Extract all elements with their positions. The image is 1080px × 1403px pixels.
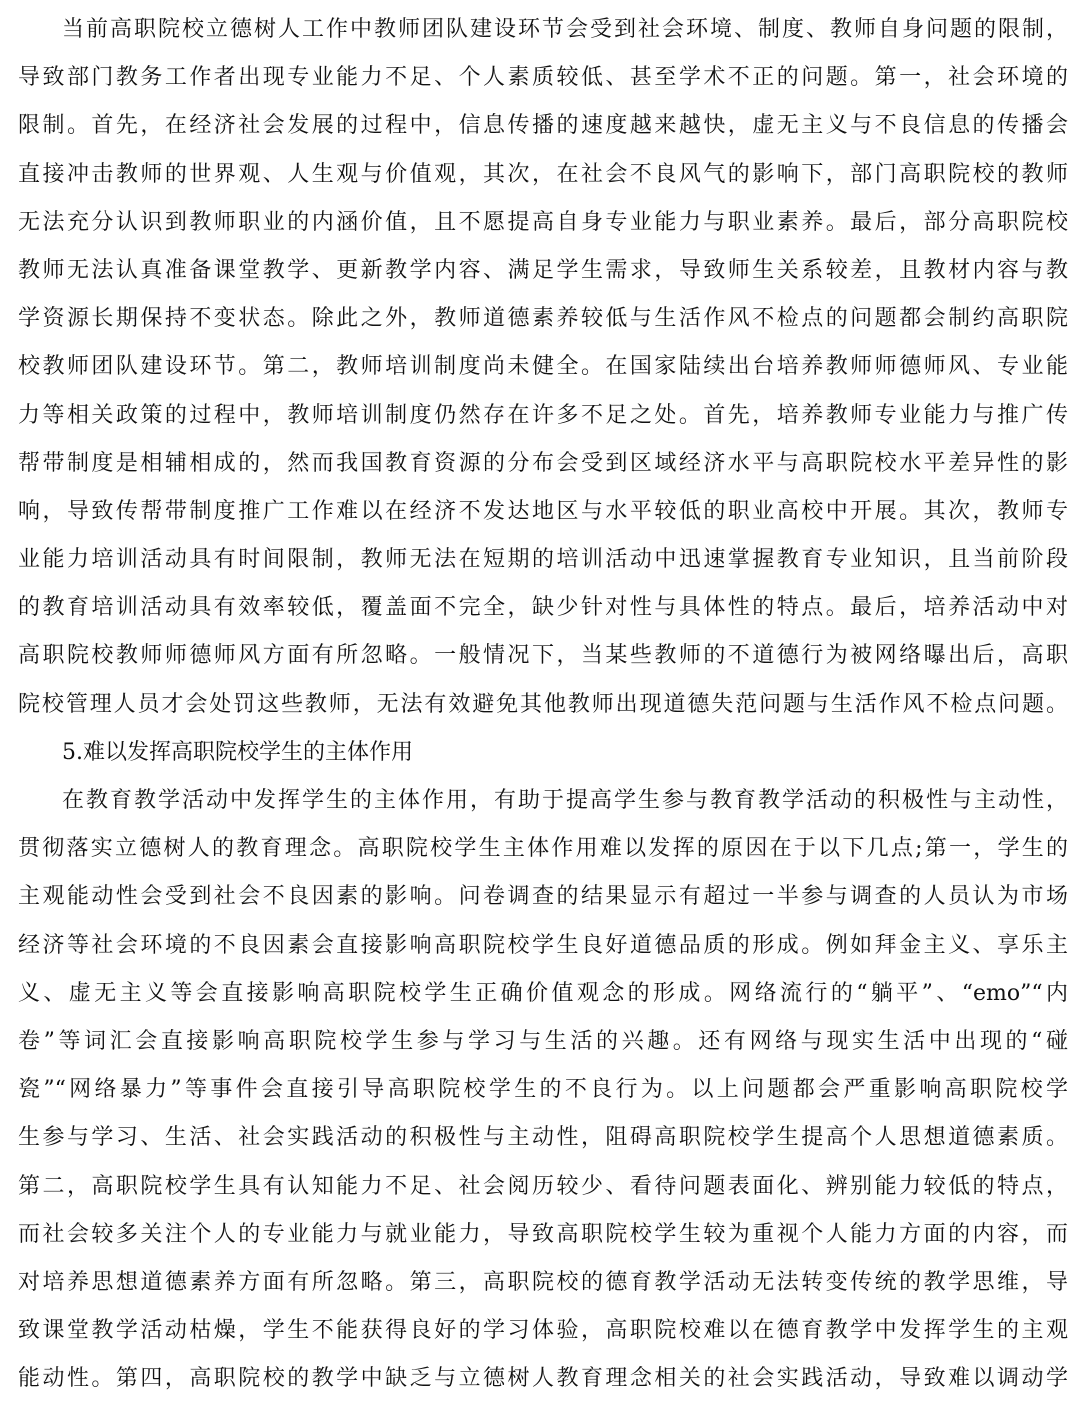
text-line: 义、虚无主义等会直接影响高职院校学生正确价值观念的形成。网络流行的“躺平”、“emo”“内 [18, 980, 1068, 1006]
paragraph-teacher-team [18, 6, 1068, 729]
text-line: 对培养思想道德素养方面有所忽略。第三，高职院校的德育教学活动无法转变传统的教学思维，导 [18, 1269, 1068, 1295]
text-line: 业能力培训活动具有时间限制，教师无法在短期的培训活动中迅速掌握教育专业知识，且当前阶段 [18, 547, 1068, 573]
text-line: 校教师团队建设环节。第二，教师培训制度尚未健全。在国家陆续出台培养教师师德师风、专业能 [18, 354, 1068, 380]
text-line: 在教育教学活动中发挥学生的主体作用，有助于提高学生参与教育教学活动的积极性与主动性， [62, 788, 1068, 813]
text-line: 无法充分认识到教师职业的内涵价值，且不愿提高自身专业能力与职业素养。最后，部分高职院校 [18, 209, 1068, 235]
text-line: 能动性。第四，高职院校的教学中缺乏与立德树人教育理念相关的社会实践活动，导致难以调动学 [18, 1366, 1068, 1392]
text-line: 经济等社会环境的不良因素会直接影响高职院校学生良好道德品质的形成。例如拜金主义、享乐主 [18, 932, 1068, 958]
text-line: 瓷”“网络暴力”等事件会直接引导高职院校学生的不良行为。以上问题都会严重影响高职院校学 [18, 1077, 1068, 1103]
text-line: 直接冲击教师的世界观、人生观与价值观，其次，在社会不良风气的影响下，部门高职院校的教师 [18, 161, 1068, 187]
paragraph-student-role [18, 777, 1068, 1403]
text-line: 生参与学习、生活、社会实践活动的积极性与主动性，阻碍高职院校学生提高个人思想道德素质。 [18, 1125, 1068, 1151]
text-line: 第二，高职院校学生具有认知能力不足、社会阅历较少、看待问题表面化、辨别能力较低的特点， [18, 1173, 1068, 1199]
text-line: 院校管理人员才会处罚这些教师，无法有效避免其他教师出现道德失范问题与生活作风不检点问题。 [18, 691, 1068, 717]
text-line: 导致部门教务工作者出现专业能力不足、个人素质较低、甚至学术不正的问题。第一，社会环境的 [18, 65, 1068, 91]
text-line: 帮带制度是相辅相成的，然而我国教育资源的分布会受到区域经济水平与高职院校水平差异性的影 [18, 450, 1068, 476]
text-line: 的教育培训活动具有效率较低，覆盖面不完全，缺少针对性与具体性的特点。最后，培养活动中对 [18, 595, 1068, 621]
text-line: 致课堂教学活动枯燥，学生不能获得良好的学习体验，高职院校难以在德育教学中发挥学生的主观 [18, 1318, 1068, 1344]
text-line: 响，导致传帮带制度推广工作难以在经济不发达地区与水平较低的职业高校中开展。其次，教师专 [18, 498, 1068, 524]
text-line: 教师无法认真准备课堂教学、更新教学内容、满足学生需求，导致师生关系较差，且教材内容与教 [18, 257, 1068, 283]
text-line: 学资源长期保持不变状态。除此之外，教师道德素养较低与生活作风不检点的问题都会制约高职院 [18, 306, 1068, 332]
text-line: 贯彻落实立德树人的教育理念。高职院校学生主体作用难以发挥的原因在于以下几点;第一，学生的 [18, 836, 1068, 862]
text-line: 限制。首先，在经济社会发展的过程中，信息传播的速度越来越快，虚无主义与不良信息的传播会 [18, 113, 1068, 139]
text-line: 高职院校教师师德师风方面有所忽略。一般情况下，当某些教师的不道德行为被网络曝出后，高职 [18, 643, 1068, 669]
document-page [18, 0, 1068, 1403]
text-line: 力等相关政策的过程中，教师培训制度仍然存在许多不足之处。首先，培养教师专业能力与推广传 [18, 402, 1068, 428]
text-line: 卷”等词汇会直接影响高职院校学生参与学习与生活的兴趣。还有网络与现实生活中出现的“碰 [18, 1028, 1068, 1054]
text-line: 而社会较多关注个人的专业能力与就业能力，导致高职院校学生较为重视个人能力方面的内容，而 [18, 1221, 1068, 1247]
text-line: 当前高职院校立德树人工作中教师团队建设环节会受到社会环境、制度、教师自身问题的限制， [62, 17, 1068, 42]
text-line: 主观能动性会受到社会不良因素的影响。问卷调查的结果显示有超过一半参与调查的人员认为市场 [18, 884, 1068, 910]
section-heading: 5.难以发挥高职院校学生的主体作用 [62, 739, 413, 765]
